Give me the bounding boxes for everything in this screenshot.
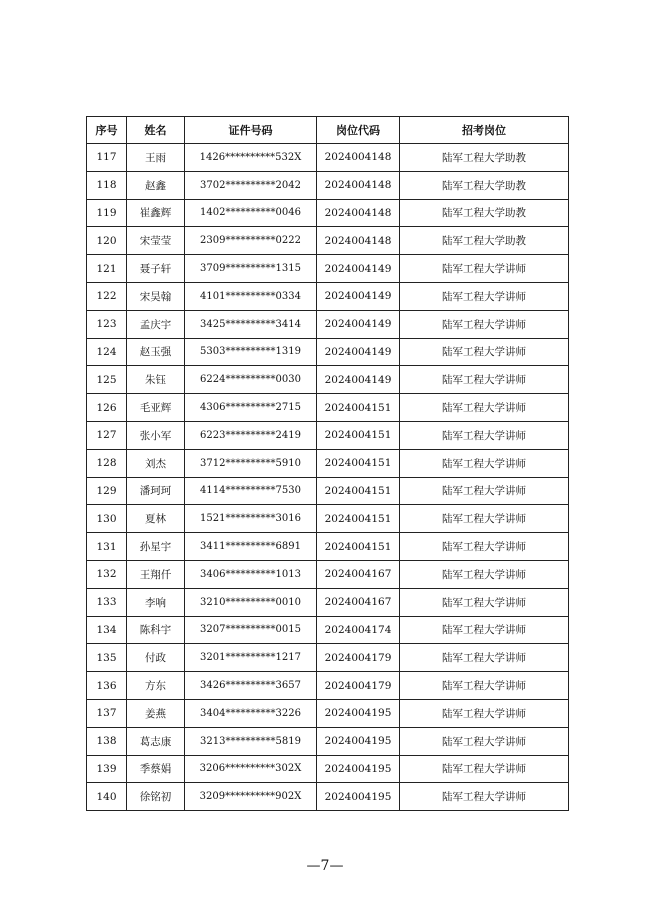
cell-position-code: 2024004148 (317, 171, 400, 199)
table-header-row (87, 117, 569, 144)
cell-serial-number: 128 (87, 449, 127, 477)
cell-serial-number: 127 (87, 421, 127, 449)
cell-id-number: 1521**********3016 (185, 505, 317, 533)
cell-position: 陆军工程大学讲师 (400, 505, 569, 533)
cell-name: 李响 (127, 588, 185, 616)
cell-position-code: 2024004151 (317, 505, 400, 533)
cell-position: 陆军工程大学讲师 (400, 699, 569, 727)
cell-position-code: 2024004174 (317, 616, 400, 644)
cell-name: 宋莹莹 (127, 227, 185, 255)
cell-id-number: 3207**********0015 (185, 616, 317, 644)
cell-id-number: 3209**********902X (185, 783, 317, 811)
cell-position: 陆军工程大学讲师 (400, 421, 569, 449)
table-row (87, 727, 569, 755)
cell-name: 葛志康 (127, 727, 185, 755)
table-row (87, 616, 569, 644)
cell-name: 季蔡娟 (127, 755, 185, 783)
table-row (87, 255, 569, 283)
cell-id-number: 3709**********1315 (185, 255, 317, 283)
cell-id-number: 3404**********3226 (185, 699, 317, 727)
cell-serial-number: 120 (87, 227, 127, 255)
cell-id-number: 2309**********0222 (185, 227, 317, 255)
cell-name: 陈科宇 (127, 616, 185, 644)
table-row (87, 282, 569, 310)
cell-id-number: 4101**********0334 (185, 282, 317, 310)
cell-position-code: 2024004149 (317, 255, 400, 283)
cell-position: 陆军工程大学讲师 (400, 755, 569, 783)
cell-serial-number: 133 (87, 588, 127, 616)
cell-name: 孙星宇 (127, 533, 185, 561)
cell-position: 陆军工程大学讲师 (400, 644, 569, 672)
cell-position: 陆军工程大学讲师 (400, 366, 569, 394)
cell-serial-number: 121 (87, 255, 127, 283)
cell-name: 赵鑫 (127, 171, 185, 199)
cell-position-code: 2024004151 (317, 449, 400, 477)
header-position-code: 岗位代码 (317, 117, 400, 144)
cell-position-code: 2024004195 (317, 755, 400, 783)
table-row (87, 783, 569, 811)
cell-id-number: 3206**********302X (185, 755, 317, 783)
cell-id-number: 5303**********1319 (185, 338, 317, 366)
table-row (87, 672, 569, 700)
cell-serial-number: 140 (87, 783, 127, 811)
cell-serial-number: 137 (87, 699, 127, 727)
cell-id-number: 1402**********0046 (185, 199, 317, 227)
cell-position-code: 2024004179 (317, 672, 400, 700)
cell-serial-number: 124 (87, 338, 127, 366)
roster-table (86, 116, 569, 811)
cell-position: 陆军工程大学讲师 (400, 588, 569, 616)
cell-name: 赵玉强 (127, 338, 185, 366)
cell-position: 陆军工程大学讲师 (400, 727, 569, 755)
cell-serial-number: 125 (87, 366, 127, 394)
cell-position: 陆军工程大学讲师 (400, 533, 569, 561)
cell-position: 陆军工程大学讲师 (400, 560, 569, 588)
cell-position-code: 2024004151 (317, 477, 400, 505)
table-row (87, 644, 569, 672)
cell-position: 陆军工程大学助教 (400, 227, 569, 255)
cell-position-code: 2024004167 (317, 560, 400, 588)
cell-serial-number: 139 (87, 755, 127, 783)
cell-serial-number: 122 (87, 282, 127, 310)
cell-serial-number: 126 (87, 394, 127, 422)
cell-name: 方东 (127, 672, 185, 700)
cell-id-number: 4114**********7530 (185, 477, 317, 505)
table-row (87, 699, 569, 727)
cell-id-number: 1426**********532X (185, 144, 317, 172)
table-row (87, 310, 569, 338)
cell-serial-number: 117 (87, 144, 127, 172)
cell-position-code: 2024004149 (317, 338, 400, 366)
cell-id-number: 3210**********0010 (185, 588, 317, 616)
cell-position: 陆军工程大学助教 (400, 144, 569, 172)
cell-position-code: 2024004149 (317, 310, 400, 338)
table-row (87, 366, 569, 394)
cell-position: 陆军工程大学助教 (400, 171, 569, 199)
cell-position: 陆军工程大学讲师 (400, 255, 569, 283)
cell-id-number: 3712**********5910 (185, 449, 317, 477)
cell-position: 陆军工程大学讲师 (400, 477, 569, 505)
cell-position-code: 2024004148 (317, 144, 400, 172)
cell-position-code: 2024004151 (317, 533, 400, 561)
cell-id-number: 6224**********0030 (185, 366, 317, 394)
cell-name: 朱钰 (127, 366, 185, 394)
table-row (87, 560, 569, 588)
cell-name: 崔鑫辉 (127, 199, 185, 227)
cell-position-code: 2024004151 (317, 421, 400, 449)
cell-id-number: 3702**********2042 (185, 171, 317, 199)
cell-serial-number: 134 (87, 616, 127, 644)
header-serial-number: 序号 (87, 117, 127, 144)
cell-serial-number: 130 (87, 505, 127, 533)
cell-name: 毛亚辉 (127, 394, 185, 422)
cell-name: 付政 (127, 644, 185, 672)
table-row (87, 338, 569, 366)
cell-id-number: 3411**********6891 (185, 533, 317, 561)
cell-name: 聂子轩 (127, 255, 185, 283)
table-row (87, 588, 569, 616)
cell-name: 张小军 (127, 421, 185, 449)
cell-position: 陆军工程大学讲师 (400, 672, 569, 700)
cell-serial-number: 131 (87, 533, 127, 561)
header-name: 姓名 (127, 117, 185, 144)
header-id-number: 证件号码 (185, 117, 317, 144)
cell-name: 夏林 (127, 505, 185, 533)
cell-position-code: 2024004179 (317, 644, 400, 672)
table-row (87, 449, 569, 477)
cell-position-code: 2024004149 (317, 282, 400, 310)
cell-position-code: 2024004148 (317, 227, 400, 255)
cell-position: 陆军工程大学讲师 (400, 338, 569, 366)
page-number: —7— (306, 858, 344, 874)
cell-position-code: 2024004195 (317, 783, 400, 811)
table-row (87, 394, 569, 422)
cell-position: 陆军工程大学讲师 (400, 310, 569, 338)
cell-position-code: 2024004148 (317, 199, 400, 227)
cell-serial-number: 119 (87, 199, 127, 227)
table-row (87, 755, 569, 783)
header-position: 招考岗位 (400, 117, 569, 144)
cell-name: 王翔仟 (127, 560, 185, 588)
cell-position: 陆军工程大学讲师 (400, 282, 569, 310)
cell-serial-number: 118 (87, 171, 127, 199)
cell-name: 王雨 (127, 144, 185, 172)
cell-serial-number: 136 (87, 672, 127, 700)
cell-id-number: 3426**********3657 (185, 672, 317, 700)
table-row (87, 477, 569, 505)
cell-position: 陆军工程大学讲师 (400, 394, 569, 422)
cell-position-code: 2024004151 (317, 394, 400, 422)
table-row (87, 199, 569, 227)
cell-position: 陆军工程大学讲师 (400, 449, 569, 477)
cell-serial-number: 123 (87, 310, 127, 338)
cell-name: 徐铭初 (127, 783, 185, 811)
cell-position: 陆军工程大学讲师 (400, 616, 569, 644)
table-row (87, 421, 569, 449)
cell-id-number: 3213**********5819 (185, 727, 317, 755)
table-row (87, 227, 569, 255)
cell-serial-number: 132 (87, 560, 127, 588)
cell-position: 陆军工程大学讲师 (400, 783, 569, 811)
cell-id-number: 3425**********3414 (185, 310, 317, 338)
cell-id-number: 3406**********1013 (185, 560, 317, 588)
table-row (87, 533, 569, 561)
table-row (87, 171, 569, 199)
cell-id-number: 6223**********2419 (185, 421, 317, 449)
cell-position-code: 2024004167 (317, 588, 400, 616)
cell-serial-number: 135 (87, 644, 127, 672)
table-body (87, 144, 569, 811)
cell-serial-number: 138 (87, 727, 127, 755)
cell-name: 潘珂珂 (127, 477, 185, 505)
cell-id-number: 4306**********2715 (185, 394, 317, 422)
cell-position-code: 2024004195 (317, 727, 400, 755)
table-row (87, 505, 569, 533)
cell-name: 刘杰 (127, 449, 185, 477)
cell-position-code: 2024004195 (317, 699, 400, 727)
table-row (87, 144, 569, 172)
cell-name: 宋昊翰 (127, 282, 185, 310)
cell-id-number: 3201**********1217 (185, 644, 317, 672)
cell-position-code: 2024004149 (317, 366, 400, 394)
cell-serial-number: 129 (87, 477, 127, 505)
cell-name: 姜燕 (127, 699, 185, 727)
cell-position: 陆军工程大学助教 (400, 199, 569, 227)
cell-name: 孟庆宇 (127, 310, 185, 338)
